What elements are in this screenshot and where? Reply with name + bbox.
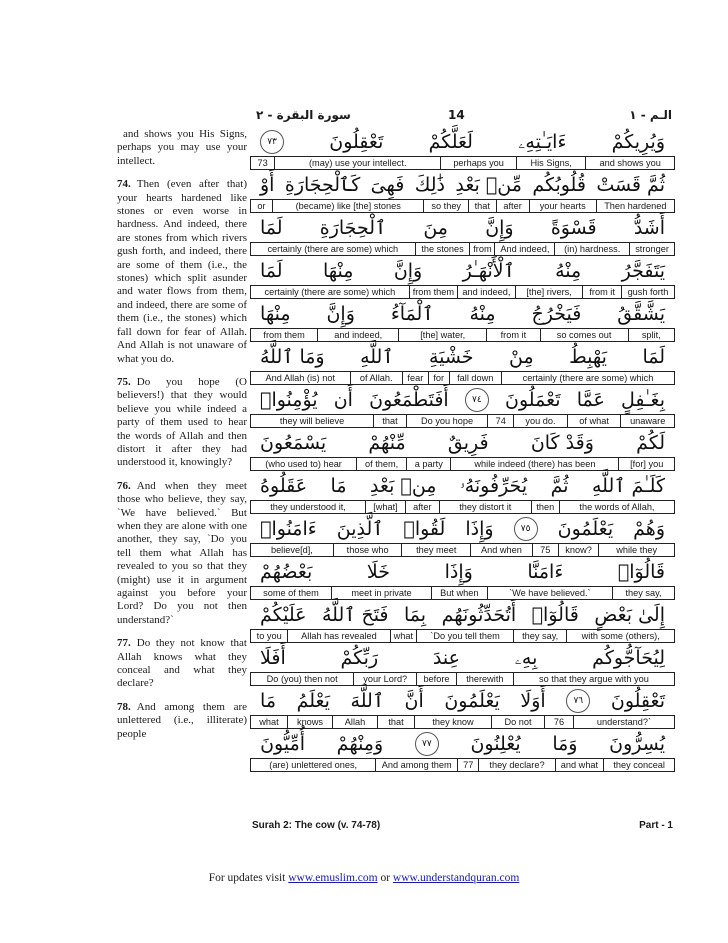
gloss-cell: (are) unlettered ones, — [269, 760, 358, 770]
verse-row — [250, 213, 675, 256]
gloss-cell: Do you hope — [406, 415, 487, 427]
arabic-word: بِغَـٰفِلٍ — [620, 388, 665, 411]
gloss-cell: knows — [287, 716, 332, 728]
english-gloss-line — [250, 199, 675, 213]
gloss-cell: after — [496, 200, 529, 212]
gloss-cell: they understood it, — [270, 502, 346, 512]
arabic-line — [250, 170, 675, 199]
english-gloss-line — [250, 758, 675, 772]
arabic-word: كَلَـٰمَ ٱللَّهِ — [592, 474, 665, 497]
arabic-word: تَعْقِلُونَ — [329, 130, 384, 153]
verse-row — [250, 299, 675, 342]
link-understandquran[interactable]: www.understandquran.com — [392, 872, 520, 884]
arabic-word: وَقَدْ كَانَ — [530, 431, 594, 454]
english-gloss-line — [250, 242, 675, 256]
arabic-word: يُعْلِنُونَ — [470, 732, 521, 755]
arabic-word: مِنْ — [509, 345, 534, 368]
gloss-cell: understand?` — [573, 716, 674, 728]
gloss-cell: from it — [582, 286, 621, 298]
gloss-cell: they distort it — [439, 501, 531, 513]
side-note-text: and shows you His Signs, perhaps you may use your intellect. — [117, 128, 247, 167]
english-gloss-line — [250, 500, 675, 514]
arabic-word: فَيَخْرُجُ — [531, 302, 582, 325]
arabic-line — [250, 299, 675, 328]
gloss-cell: that — [377, 716, 414, 728]
english-gloss-line — [250, 414, 675, 428]
page-number: 14 — [448, 108, 465, 122]
arabic-word: لَكُمْ — [636, 431, 665, 454]
english-gloss-line — [250, 629, 675, 643]
page-footer — [250, 820, 675, 834]
arabic-word: فَرِيقٌ — [447, 431, 489, 454]
arabic-word: عِندَ — [432, 646, 460, 669]
arabic-word: فَهِىَ — [370, 173, 405, 196]
translation-column — [117, 128, 247, 751]
gloss-cell: His Signs, — [516, 157, 585, 169]
arabic-word: مِنَ — [423, 216, 448, 239]
verse-row — [250, 170, 675, 213]
gloss-cell: so comes out — [540, 329, 628, 341]
arabic-line — [250, 127, 675, 156]
gloss-cell: they meet — [401, 544, 470, 556]
arabic-line — [250, 471, 675, 500]
gloss-cell: they know — [414, 716, 491, 728]
gloss-cell: those who — [333, 544, 402, 556]
gloss-cell: [for] you — [618, 458, 674, 470]
arabic-word: عَلَيْكُمْ — [260, 603, 307, 626]
arabic-line — [250, 428, 675, 457]
arabic-line — [250, 686, 675, 715]
arabic-word: وَهُمْ — [633, 517, 665, 540]
arabic-word: وَإِنَّ — [326, 302, 355, 325]
arabic-word: تَعْمَلُونَ — [505, 388, 561, 411]
gloss-cell: And among them — [375, 759, 457, 771]
arabic-word: يُؤْمِنُوا۟ — [260, 388, 318, 411]
updates-prefix: For updates visit — [208, 872, 289, 884]
gloss-cell: and indeed, — [457, 286, 515, 298]
arabic-word: مَا — [330, 474, 347, 497]
verse-row — [250, 686, 675, 729]
verse-number: 76. — [117, 479, 131, 492]
verse-number: 75. — [117, 375, 131, 388]
gloss-cell: to you — [256, 631, 282, 641]
arabic-word: خَلَا — [366, 560, 391, 583]
arabic-word: مِّنْهُمْ — [368, 431, 406, 454]
arabic-line — [250, 342, 675, 371]
gloss-cell: gush forth — [621, 286, 674, 298]
arabic-word: وَمَا ٱللَّهُ — [260, 345, 325, 368]
verse-number-cell: 74 — [487, 415, 513, 427]
arabic-word: بَعْضُهُمْ — [260, 560, 313, 583]
gloss-cell: (who used to) hear — [265, 459, 342, 469]
gloss-cell: Allah — [332, 716, 377, 728]
arabic-word: رَبِّكُمْ — [340, 646, 379, 669]
side-note — [117, 480, 247, 627]
gloss-cell: then — [531, 501, 559, 513]
arabic-word: قُلُوبُكُم — [532, 173, 586, 196]
arabic-word: ءَامَنُوا۟ — [260, 517, 317, 540]
gloss-cell: with some (others), — [566, 630, 674, 642]
verse-row — [250, 342, 675, 385]
gloss-cell: from them — [409, 286, 457, 298]
gloss-cell: certainly (there are some) which — [501, 372, 674, 384]
side-note — [117, 637, 247, 691]
arabic-word: قَالُوٓا۟ — [531, 603, 579, 626]
english-gloss-line — [250, 285, 675, 299]
gloss-cell: they declare? — [478, 759, 554, 771]
side-note-text: And among them are unlettered (i.e., illiterate) people — [117, 700, 247, 740]
gloss-cell: perhaps you — [440, 157, 516, 169]
gloss-cell: they conceal — [603, 759, 674, 771]
verse-number: 78. — [117, 700, 131, 713]
word-by-word-grid — [250, 127, 675, 772]
side-note — [117, 178, 247, 366]
gloss-cell: of Allah. — [350, 372, 402, 384]
gloss-cell: from them — [263, 330, 305, 340]
gloss-cell: your Lord? — [353, 673, 416, 685]
arabic-word: يَعْلَمُ — [296, 689, 330, 712]
gloss-cell: split, — [628, 329, 674, 341]
arabic-word: يَتَفَجَّرُ — [621, 259, 665, 282]
verse-row — [250, 643, 675, 686]
english-gloss-line — [250, 715, 675, 729]
gloss-cell: (may) use your intellect. — [274, 157, 440, 169]
page-header — [252, 108, 672, 124]
gloss-cell: Do (you) then not — [266, 674, 338, 684]
verse-row — [250, 385, 675, 428]
arabic-word: عَقَلُوهُ — [260, 474, 308, 497]
gloss-cell: for — [428, 372, 449, 384]
arabic-line — [250, 557, 675, 586]
arabic-word: خَشْيَةِ — [428, 345, 474, 368]
arabic-word: أَوَلَا — [520, 689, 546, 712]
link-emuslim[interactable]: www.emuslim.com — [288, 872, 378, 884]
gloss-cell: your hearts — [529, 200, 596, 212]
arabic-word: لَمَا — [260, 216, 283, 239]
gloss-cell: and indeed, — [317, 329, 398, 341]
gloss-cell: Allah has revealed — [287, 630, 389, 642]
gloss-cell: some of them — [263, 588, 319, 598]
english-gloss-line — [250, 672, 675, 686]
gloss-cell: the words of Allah, — [559, 501, 674, 513]
gloss-cell: And indeed, — [494, 243, 554, 255]
verse-number-cell: 76 — [544, 716, 573, 728]
gloss-cell: of what — [567, 415, 621, 427]
verse-number-cell: 73 — [257, 158, 268, 168]
arabic-word: قَسْوَةً — [550, 216, 597, 239]
arabic-word: يَهْبِطُ — [569, 345, 607, 368]
arabic-word: لَعَلَّكُمْ — [428, 130, 473, 153]
gloss-cell: And Allah (is) not — [265, 373, 335, 383]
gloss-cell: they say, — [513, 630, 567, 642]
arabic-line — [250, 213, 675, 242]
gloss-cell: certainly (there are some) which — [264, 287, 396, 297]
gloss-cell: the stones — [415, 243, 470, 255]
gloss-cell: (in) hardness. — [554, 243, 629, 255]
verse-number-cell: 77 — [457, 759, 478, 771]
gloss-cell: Then hardened — [596, 200, 674, 212]
arabic-word: مِنْهُ — [469, 302, 496, 325]
gloss-cell: while they — [598, 544, 674, 556]
gloss-cell: so they — [423, 200, 467, 212]
arabic-word: عَمَّا — [576, 388, 605, 411]
gloss-cell: stronger — [629, 243, 674, 255]
arabic-word: ذَٰلِكَ — [414, 173, 446, 196]
juz-label: الـم - ١ — [629, 108, 672, 122]
verse-row — [250, 127, 675, 170]
gloss-cell: `Do you tell them — [416, 630, 513, 642]
side-note-text: Then (even after that) your hearts hardened like stones or even worse in hardness. And indeed, there are stones from which rivers gush forth, and indeed, there are some of them (i.e., the stones) which split asunder and water flows from them, and indeed, there are some of them (i.e., the stones) which fall down for fear of Allah. And Allah is not unaware of what you do. — [117, 178, 247, 365]
gloss-cell: And when — [470, 544, 532, 556]
arabic-word: أَفَلَا — [260, 646, 286, 669]
arabic-word: يَعْلَمُونَ — [557, 517, 614, 540]
surah-title-arabic: سورة البقرة - ٢ — [256, 108, 351, 122]
arabic-line — [250, 600, 675, 629]
arabic-word: أَشَدُّ — [633, 216, 665, 239]
gloss-cell: from it — [486, 329, 539, 341]
arabic-word: مِنۢ بَعْدِ — [369, 474, 437, 497]
arabic-word: وَإِنَّ — [393, 259, 423, 282]
arabic-line — [250, 385, 675, 414]
verse-end-marker: ٧٤ — [465, 388, 489, 412]
gloss-cell: or — [257, 201, 266, 211]
gloss-cell: while indeed (there) has been — [450, 458, 618, 470]
gloss-cell: after — [405, 501, 439, 513]
verse-row — [250, 471, 675, 514]
arabic-word: أَفَتَطْمَعُونَ — [369, 388, 449, 411]
arabic-word: أَوْ — [260, 173, 275, 196]
verse-row — [250, 514, 675, 557]
verse-row — [250, 729, 675, 772]
gloss-cell: of them, — [356, 458, 406, 470]
arabic-word: وَإِذَا — [444, 560, 473, 583]
arabic-word: فَتَحَ ٱللَّهُ — [322, 603, 389, 626]
arabic-word: ٱلْأَنْهَـٰرُ — [462, 259, 515, 282]
arabic-word: مِنْهَا — [260, 302, 291, 325]
gloss-cell: Do not — [491, 716, 544, 728]
gloss-cell: fear — [402, 372, 428, 384]
arabic-word: كَٱلْحِجَارَةِ — [284, 173, 361, 196]
arabic-word: وَإِذَا — [465, 517, 494, 540]
side-note — [117, 376, 247, 470]
gloss-cell: from — [469, 243, 494, 255]
arabic-word: مِّنۢ بَعْدِ — [455, 173, 522, 196]
verse-number: 74. — [117, 178, 131, 191]
part-label: Part - 1 — [639, 820, 673, 831]
arabic-word: ءَامَنَّا — [527, 560, 564, 583]
arabic-word: مَا — [260, 689, 276, 712]
side-note — [117, 128, 247, 168]
verse-end-marker: ٧٧ — [415, 732, 439, 756]
arabic-word: لَمَا — [642, 345, 665, 368]
gloss-cell: what — [259, 717, 279, 727]
arabic-word: وَيُرِيكُمْ — [611, 130, 665, 153]
arabic-word: ٱللَّهَ — [350, 689, 384, 712]
arabic-word: ٱللَّهِ — [360, 345, 394, 368]
verse-row — [250, 557, 675, 600]
arabic-word: مِنْهُ — [555, 259, 582, 282]
english-gloss-line — [250, 371, 675, 385]
gloss-cell: certainly (there are some) which — [267, 244, 399, 254]
gloss-cell: what — [390, 630, 417, 642]
gloss-cell: [the] rivers, — [515, 286, 582, 298]
arabic-line — [250, 256, 675, 285]
gloss-cell: (became) like [the] stones — [272, 200, 424, 212]
verse-row — [250, 600, 675, 643]
gloss-cell: But when — [431, 587, 487, 599]
updates-note — [0, 872, 728, 884]
verse-number: 77. — [117, 637, 131, 650]
arabic-word: لِيُحَآجُّوكُم — [592, 646, 665, 669]
gloss-cell: and what — [555, 759, 604, 771]
english-gloss-line — [250, 543, 675, 557]
english-gloss-line — [250, 586, 675, 600]
gloss-cell: a party — [406, 458, 450, 470]
verse-row — [250, 256, 675, 299]
gloss-cell: know? — [558, 544, 598, 556]
verse-end-marker: ٧٥ — [514, 517, 538, 541]
verse-row — [250, 428, 675, 471]
english-gloss-line — [250, 328, 675, 342]
arabic-word: يَسْمَعُونَ — [260, 431, 327, 454]
arabic-word: وَمِنْهُمْ — [336, 732, 384, 755]
gloss-cell: you do. — [513, 415, 567, 427]
gloss-cell: and shows you — [585, 157, 674, 169]
surah-caption: Surah 2: The cow (v. 74-78) — [252, 820, 381, 831]
arabic-line — [250, 729, 675, 758]
gloss-cell: before — [416, 673, 456, 685]
gloss-cell: so that they argue with you — [513, 673, 674, 685]
gloss-cell: therewith — [456, 673, 513, 685]
arabic-word: إِلَىٰ بَعْضٍ — [594, 603, 665, 626]
verse-end-marker: ٧٣ — [260, 130, 284, 154]
arabic-word: مِنْهَا — [322, 259, 354, 282]
gloss-cell: that — [373, 415, 406, 427]
arabic-word: ٱلْمَآءُ — [390, 302, 434, 325]
arabic-word: تَعْقِلُونَ — [610, 689, 665, 712]
arabic-word: وَإِنَّ — [485, 216, 514, 239]
arabic-word: وَمَا — [552, 732, 578, 755]
arabic-word: ثُمَّ قَسَتْ — [596, 173, 665, 196]
arabic-word: ٱلَّذِينَ — [336, 517, 384, 540]
arabic-word: ءَايَـٰتِهِۦ — [518, 130, 567, 153]
arabic-word: لَمَا — [260, 259, 283, 282]
arabic-word: يُحَرِّفُونَهُۥ — [459, 474, 528, 497]
arabic-word: يُسِرُّونَ — [609, 732, 665, 755]
gloss-cell: `We have believed.` — [487, 587, 612, 599]
arabic-line — [250, 643, 675, 672]
arabic-line — [250, 514, 675, 543]
gloss-cell: that — [468, 200, 496, 212]
arabic-word: ٱلْحِجَارَةِ — [319, 216, 387, 239]
side-note-text: Do you hope (O believers!) that they would believe you while indeed a party of them used to hear the words of Allah and then distort it after they had understood it, knowingly? — [117, 375, 247, 469]
arabic-word: يَعْلَمُونَ — [444, 689, 500, 712]
gloss-cell: [the] water, — [398, 329, 486, 341]
english-gloss-line — [250, 457, 675, 471]
arabic-word: أَن — [333, 388, 353, 411]
arabic-word: أُمِّيُّونَ — [260, 732, 306, 755]
side-note — [117, 701, 247, 741]
english-gloss-line — [250, 156, 675, 170]
gloss-cell: unaware — [620, 415, 674, 427]
side-note-text: Do they not know that Allah knows what they conceal and what they declare? — [117, 637, 247, 690]
arabic-word: أَتُحَدِّثُونَهُم — [441, 603, 517, 626]
verse-end-marker: ٧٦ — [566, 689, 590, 713]
gloss-cell: meet in private — [331, 587, 431, 599]
arabic-word: بِمَا — [404, 603, 427, 626]
gloss-cell: they will believe — [279, 416, 345, 426]
gloss-cell: they say, — [612, 587, 674, 599]
verse-number-cell: 75 — [532, 544, 558, 556]
arabic-word: ثُمَّ — [550, 474, 569, 497]
arabic-word: لَقُوا۟ — [403, 517, 446, 540]
gloss-cell: fall down — [449, 372, 501, 384]
updates-middle: or — [377, 872, 393, 884]
gloss-cell: believe[d], — [270, 545, 313, 555]
gloss-cell: [what] — [365, 501, 405, 513]
arabic-word: قَالُوٓا۟ — [617, 560, 665, 583]
arabic-word: أَنَّ — [404, 689, 424, 712]
side-note-text: And when they meet those who believe, they say, `We have believed.` But when they are alone with one another, they say, `Do you tell them what Allah has revealed to you so that they (might) use it in argument against you before your Lord? Do you not then understand?` — [117, 479, 247, 626]
arabic-word: بِهِۦ — [514, 646, 538, 669]
arabic-word: يَشَّقَّقُ — [617, 302, 665, 325]
